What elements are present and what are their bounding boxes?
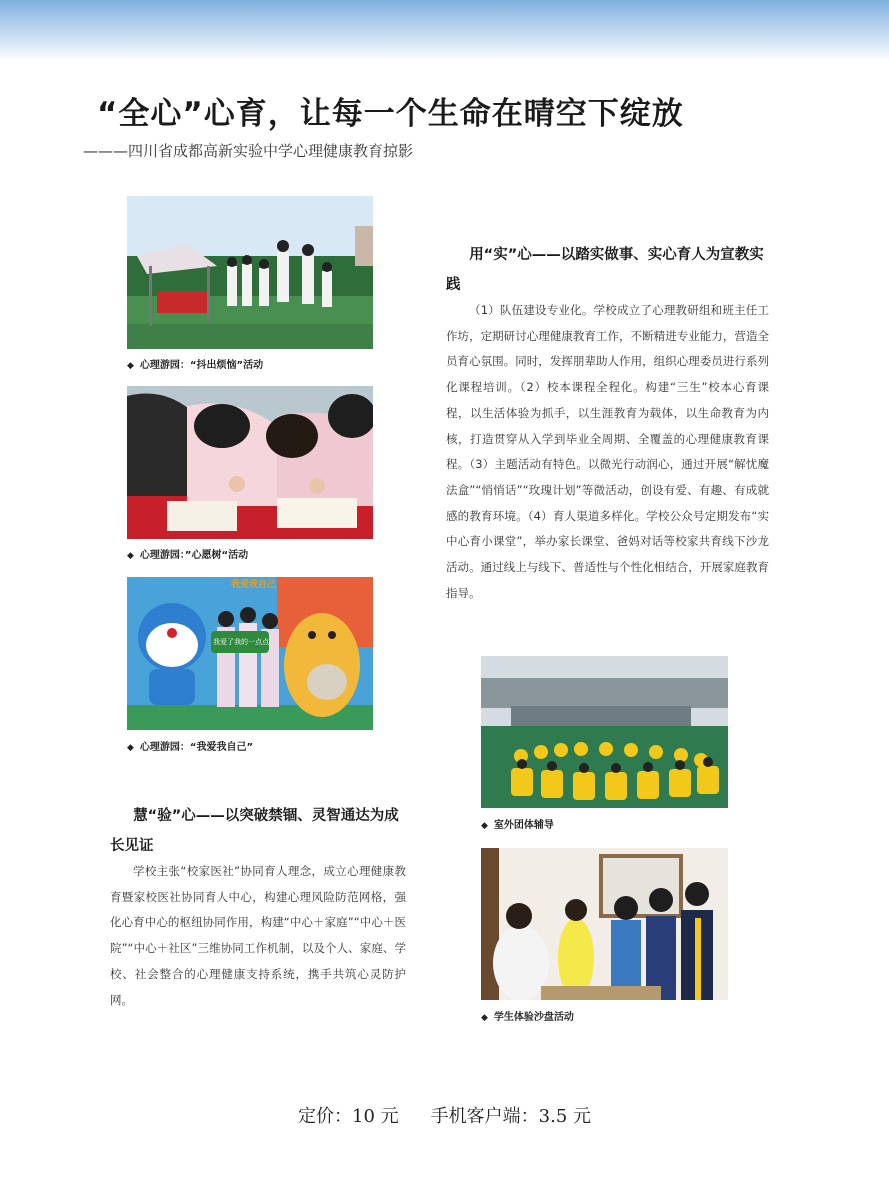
photo-caption: ◆ 室外团体辅导 [481, 820, 554, 831]
photo-caption: ◆ 心理游园：“我爱我自己” [127, 742, 254, 753]
section-2-heading: 慧“验”心——以突破禁锢、灵智通达为成长见证 [110, 808, 399, 854]
mobile-price: 手机客户端：3.5 元 [430, 1106, 591, 1127]
photo-ribbon-text: 我爱了我的一点点 [213, 638, 269, 646]
photo-caption: ◆ 学生体验沙盘活动 [481, 1012, 574, 1023]
section-1-body: （1）队伍建设专业化。学校成立了心理教研组和班主任工作坊，定期研讨心理健康教育工作，不断精进专业能力，营造全员育心氛围。同时，发挥朋辈助人作用，组织心理委员进行系列化课程培训。（2）校本课程全程化。构建“三生”校本心育课程，以生活体验为抓手，以生涯教育为载体，以生命教育为内核，打造贯穿从入学到毕业全周期、全覆盖的心理健康教育课程。（3）主题活动有特色。以微光行动润心，通过开展“解忧魔法盒”“悄悄话”“玫瑰计划”等微活动，创设有爱、有趣、有成就感的教育环境。（4）育人渠道多样化。学校公众号定期发布“实中心育小课堂”，举办家长课堂、爸妈对话等校家共育线下沙龙活动。通过线上与线下、普适性与个性化相结合，开展家庭教育指导。 [446, 303, 769, 600]
price-line [0, 1102, 889, 1128]
photo-sandbox-activity [481, 848, 728, 1000]
section-1-heading: 用“实”心——以踏实做事、实心育人为宣教实践 [446, 247, 764, 293]
page-subtitle: ———四川省成都高新实验中学心理健康教育掠影 [83, 142, 414, 160]
photo-wish-tree-activity [127, 386, 373, 539]
photo-love-myself-activity [127, 577, 373, 730]
print-price: 定价：10 元 [298, 1106, 399, 1127]
photo-shake-activity [127, 196, 373, 349]
page-title: “全心”心育，让每一个生命在晴空下绽放 [97, 96, 684, 132]
photo-outdoor-group-counseling [481, 656, 728, 808]
photo-caption: ◆ 心理游园：”心愿树“活动 [127, 550, 249, 561]
section-2-body: 学校主张“校家医社”协同育人理念，成立心理健康教育暨家校医社协同育人中心，构建心理风险防范网格，强化心育中心的枢纽协同作用，构建“中心＋家庭”“中心＋医院”“中心＋社区”三维协同工作机制，以及个人、家庭、学校、社会整合的心理健康支持系统，携手共筑心灵防护网。 [110, 864, 406, 1007]
photo-caption: ◆ 心理游园：“抖出烦恼”活动 [127, 360, 264, 371]
top-gradient-band [0, 0, 889, 62]
photo-board-text: 我爱我自己 [231, 580, 277, 590]
